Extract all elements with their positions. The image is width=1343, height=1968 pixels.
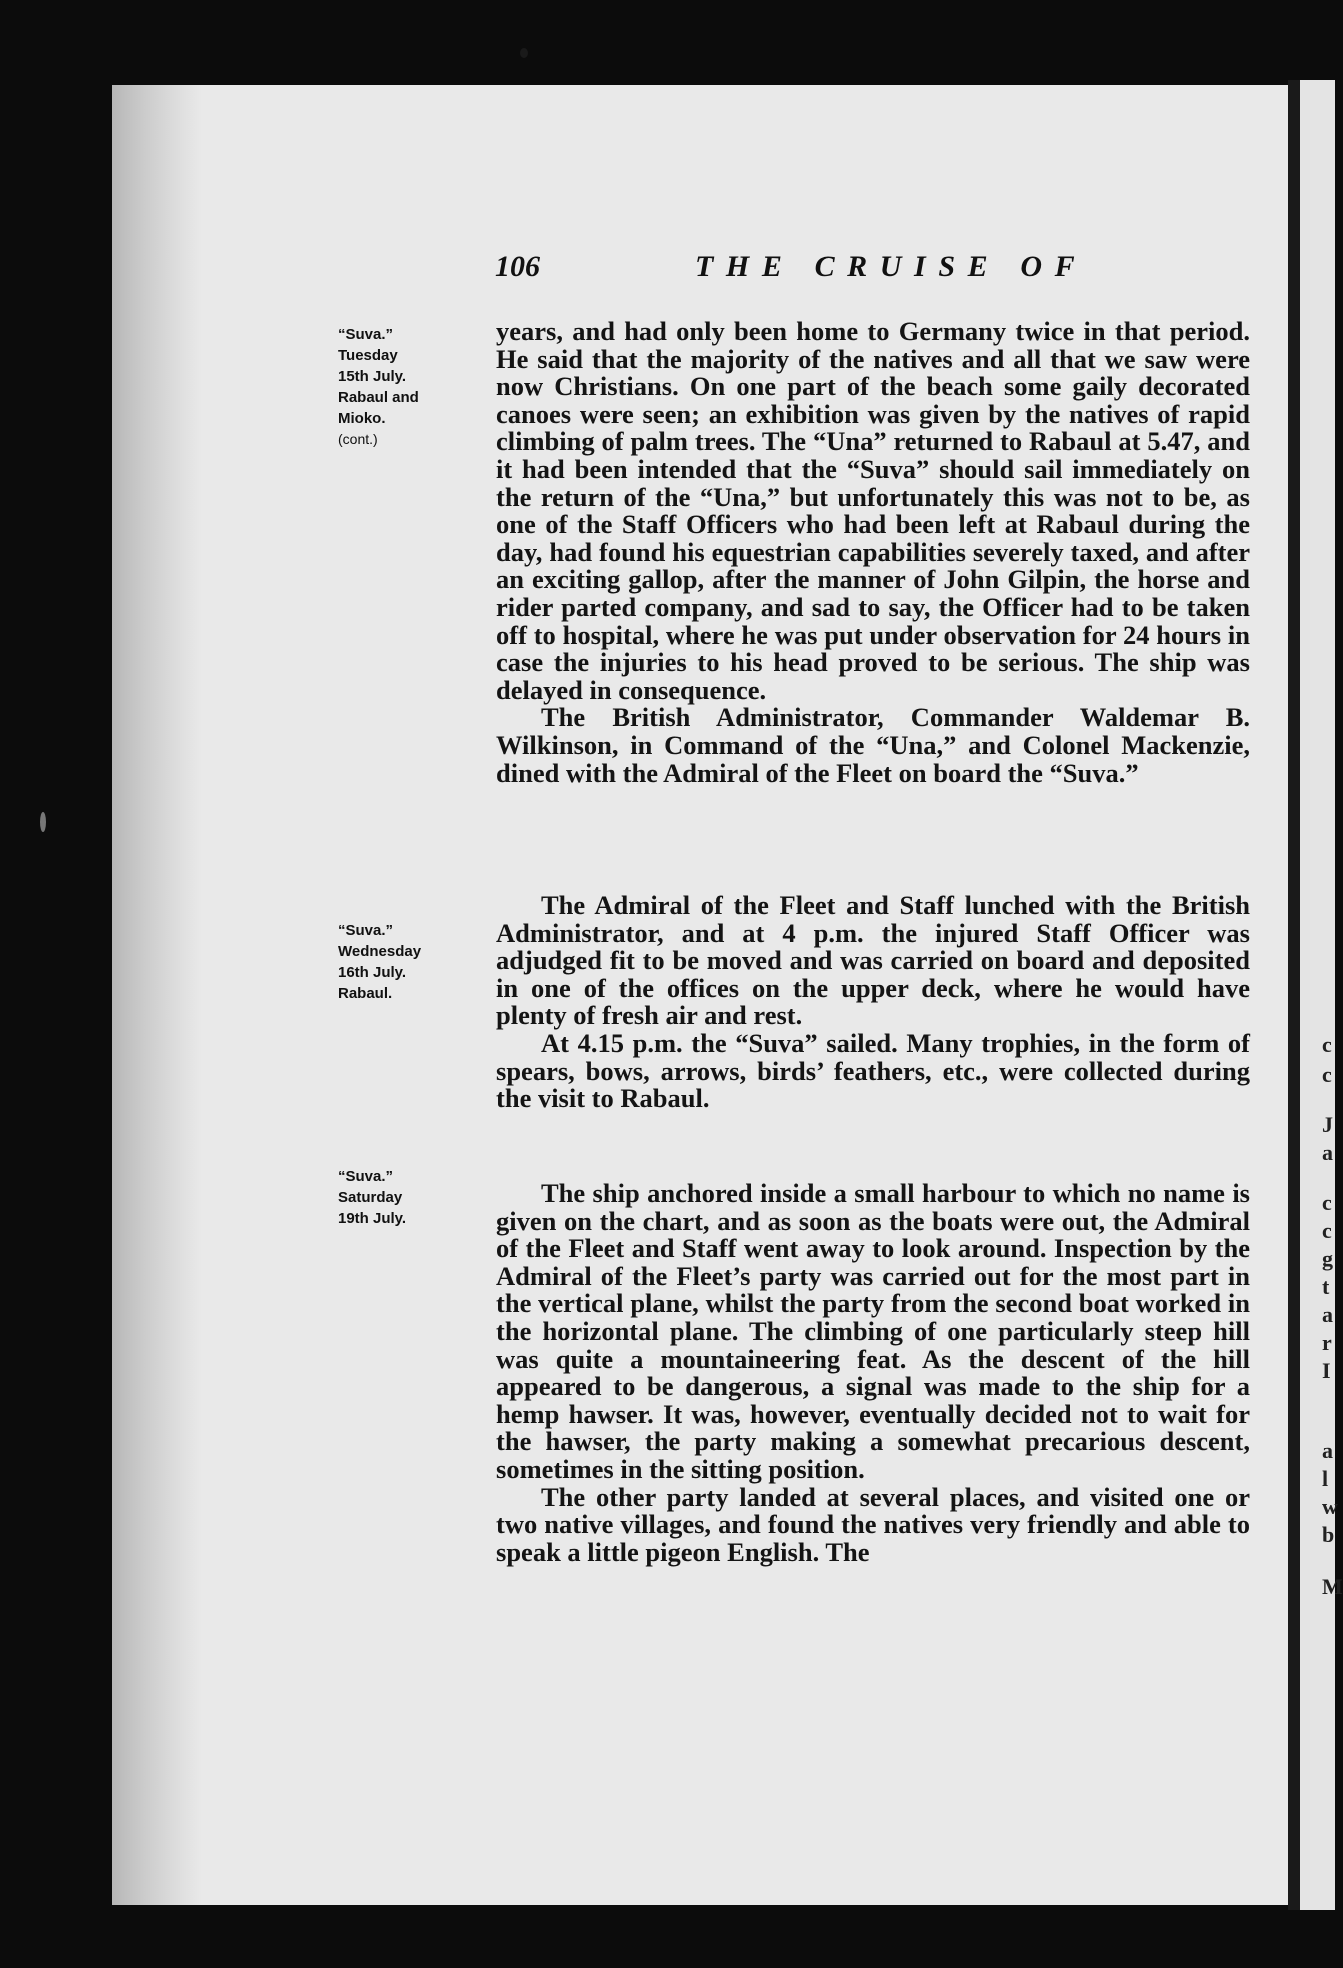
body-text-block-3 <box>496 1180 1250 1566</box>
margin-note-line: Saturday <box>338 1189 403 1206</box>
body-text-block-1 <box>496 318 1250 787</box>
facing-page-fragment: g <box>1322 1246 1333 1271</box>
facing-page-fragment: c <box>1322 1062 1332 1087</box>
paragraph: The Admiral of the Fleet and Staff lunched with the British Administrator, and at 4 p.m. the injured Staff Officer was adjudged fit to be moved and was carried on board and deposited in one of the offices on the upper deck, where he would have plenty of fresh air and rest. <box>496 890 1250 1031</box>
margin-note-line: 15th July. <box>338 368 407 385</box>
margin-note-line: Rabaul. <box>338 985 393 1002</box>
margin-note-line: 16th July. <box>338 964 407 981</box>
margin-note-line: Tuesday <box>338 347 398 364</box>
facing-page-fragment: a <box>1322 1438 1333 1463</box>
margin-note-tuesday <box>338 324 473 450</box>
margin-note-line: 19th July. <box>338 1210 407 1227</box>
margin-note-line: Mioko. <box>338 410 386 427</box>
scan-speck <box>520 48 528 58</box>
facing-page-fragment: a <box>1322 1302 1333 1327</box>
margin-note-saturday <box>338 1166 473 1229</box>
page-gutter <box>112 85 202 1905</box>
facing-page-fragment: I <box>1322 1358 1331 1383</box>
paragraph: The British Administrator, Commander Waldemar B. Wilkinson, in Command of the “Una,” and Colonel Mackenzie, dined with the Admiral of the Fleet on board the “Suva.” <box>496 702 1250 788</box>
facing-page-edge <box>1300 80 1335 1910</box>
facing-page-fragment: M <box>1322 1574 1343 1599</box>
facing-page-fragment: b <box>1322 1522 1335 1547</box>
margin-note-line: (cont.) <box>338 431 378 447</box>
paragraph: years, and had only been home to Germany twice in that period. He said that the majority of the natives and all that we saw were now Christians. On one part of the beach some gaily decorated canoes were seen; an exhibition was given by the natives of rapid climbing of palm trees. The “Una” returned to Rabaul at 5.47, and it had been intended that the “Suva” should sail immediately on the return of the “Una,” but unfortunately this was not to be, as one of the Staff Officers who had been left at Rabaul during the day, had found his equestrian capabilities severely taxed, and after an exciting gallop, after the manner of John Gilpin, the horse and rider parted company, and sad to say, the Officer had to be taken off to hospital, where he was put under observation for 24 hours in case the injuries to his head proved to be serious. The ship was delayed in consequence. <box>496 316 1250 705</box>
page-number: 106 <box>495 250 540 283</box>
facing-page-fragment: J <box>1322 1112 1333 1137</box>
running-header <box>495 250 1255 290</box>
margin-note-line: “Suva.” <box>338 326 394 343</box>
margin-note-line: Wednesday <box>338 943 422 960</box>
paragraph: At 4.15 p.m. the “Suva” sailed. Many trophies, in the form of spears, bows, arrows, birds’ feathers, etc., were collected during the visit to Rabaul. <box>496 1027 1250 1114</box>
facing-page-fragment: c <box>1322 1032 1332 1057</box>
margin-note-line: “Suva.” <box>338 1168 394 1185</box>
paragraph: The other party landed at several places, and visited one or two native villages, and found the natives very friendly and able to speak a little pigeon English. The <box>496 1481 1250 1567</box>
margin-note-line: Rabaul and <box>338 389 419 406</box>
facing-page-fragment: c <box>1322 1190 1332 1215</box>
facing-page-fragment: t <box>1322 1274 1330 1299</box>
facing-page-fragment: r <box>1322 1330 1332 1355</box>
facing-page-fragment: l <box>1322 1466 1329 1491</box>
body-text-block-2 <box>496 892 1250 1113</box>
margin-note-wednesday <box>338 920 473 1004</box>
facing-page-fragment: w <box>1322 1494 1338 1519</box>
margin-note-line: “Suva.” <box>338 922 394 939</box>
scan-speck <box>40 812 46 832</box>
book-spine <box>1288 80 1300 1910</box>
facing-page-fragment: a <box>1322 1140 1333 1165</box>
facing-page-fragment: c <box>1322 1218 1332 1243</box>
paragraph: The ship anchored inside a small harbour to which no name is given on the chart, and as soon as the boats were out, the Admiral of the Fleet and Staff went away to look around. Inspection by the Admiral of the Fleet’s party was carried out for the most part in the vertical plane, whilst the party from the second boat worked in the horizontal plane. The climbing of one particularly steep hill was quite a mountaineering feat. As the descent of the hill appeared to be dangerous, a signal was made to the ship for a hemp hawser. It was, however, eventually decided not to wait for the hawser, the party making a somewhat precarious descent, sometimes in the sitting position. <box>496 1178 1250 1484</box>
running-title: THE CRUISE OF <box>695 250 1088 283</box>
